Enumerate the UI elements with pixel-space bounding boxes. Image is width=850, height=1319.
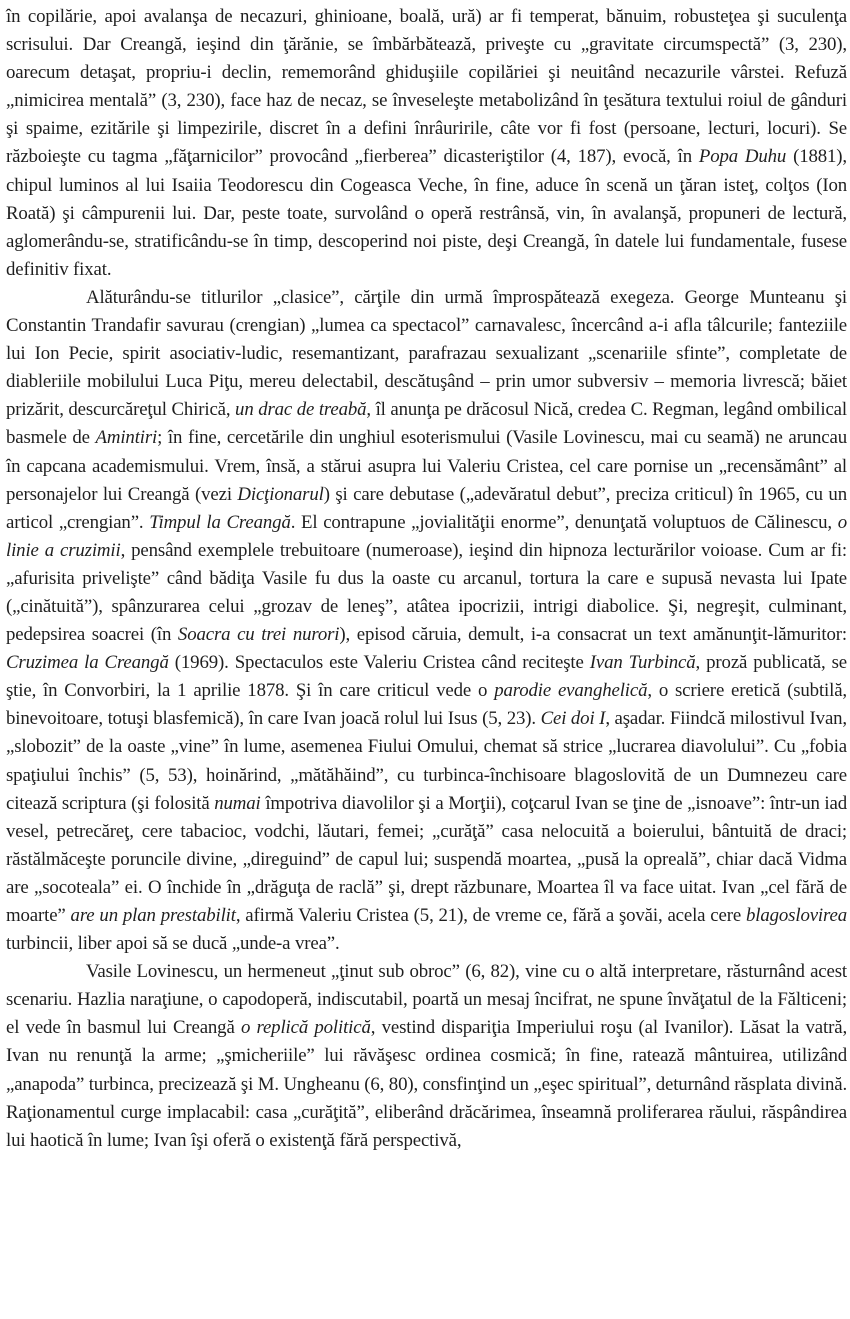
text-run: , afirmă Valeriu Cristea (5, 21), de vreme ce, fără a şovăi, acela cere bbox=[235, 905, 746, 926]
italic-text: blagoslovirea bbox=[746, 905, 847, 926]
text-run: ), episod căruia, demult, i-a consacrat un text amănunţit-lămuritor: bbox=[339, 624, 847, 646]
italic-text: un drac de treabă bbox=[235, 399, 367, 421]
text-run: ) şi care debutase („adevăratul debut”, preciza criticul) în 1965, cu un articol „crengian”. bbox=[6, 483, 847, 533]
text-run: , îl anunţa pe drăcosul Nică, credea C. Regman, legând ombilical basmele de bbox=[6, 399, 847, 449]
italic-text: Popa Duhu bbox=[698, 146, 787, 168]
paragraph bbox=[6, 284, 847, 958]
text-run: , vestind dispariţia Imperiului roşu (al Ivanilor). Lăsat la vatră, Ivan nu renunţă la arme; „şmicheriile” lui răvăşesc ordinea cosmică; în fine, ratează mântuirea, utilizând „anapoda” turbinca, precizează şi M. Ungheanu (6, 80), consfinţind un „eşec spiritual”, deturnând răsplata divină. Raţionamentul curge implacabil: casa „curăţită”, eliberând drăcărimea, înseamnă proliferarea răului, răspândirea lui haotică în lume; Ivan îşi oferă o existenţă fără perspectivă, bbox=[6, 1017, 848, 1151]
text-run: . El contrapune „jovialităţii enorme”, denunţată voluptuos de Călinescu, bbox=[290, 511, 838, 533]
text-run: , o scriere eretică (subtilă, binevoitoare, totuşi blasfemică), în care Ivan joacă rolul lui Isus (5, 23). bbox=[6, 680, 847, 730]
text-run: , aşadar. Fiindcă milostivul Ivan, „slobozit” de la oaste „vine” în lume, asemenea Fiului Omului, chemat să strice „lucrarea diavolului”. Cu „fobia spaţiului închis” (5, 53), hoinărind, „mătăhăind”, cu turbinca-închisoare blagoslovită de un Dumnezeu care citează scriptura (şi folosită bbox=[6, 708, 847, 814]
italic-text: Dicţionarul bbox=[237, 483, 324, 505]
text-run: (1881), chipul luminos al lui Isaiia Teodorescu din Cogeasca Veche, în fine, aduce în scenă un ţăran isteţ, colţos (Ion Roată) şi câmpurenii lui. Dar, peste toate, survolând o operă restrânsă, vin, în avalanşă, propuneri de lectură, aglomerându-se, stratificându-se în timp, descoperind noi piste, deşi Creangă, în datele lui fundamentale, fusese definitiv fixat. bbox=[6, 146, 847, 280]
italic-text: o linie a cruzimii bbox=[6, 511, 847, 561]
italic-text: numai bbox=[214, 792, 261, 814]
text-run: Vasile Lovinescu, un hermeneut „ţinut sub obroc” (6, 82), vine cu o altă interpretare, răsturnând acest scenariu. Hazlia naraţiune, o capodoperă, indiscutabil, poartă un mesaj încifrat, ne spune învăţatul de la Fălticeni; el vede în basmul lui Creangă bbox=[6, 961, 847, 1039]
italic-text: parodie evanghelică bbox=[494, 680, 648, 702]
paragraph bbox=[6, 958, 847, 1155]
text-run: Alăturându-se titlurilor „clasice”, cărţile din urmă împrospătează exegeza. George Munteanu şi Constantin Trandafir savurau (crengian) „lumea ca spectacol” carnavalesc, încercând a-i afla tâlcurile; fanteziile lui Ion Pecie, spirit asociativ-ludic, resemantizant, parafrazau sexualizant „scenariile sfinte”, completate de diableriile mobilului Luca Piţu, mereu delectabil, descătuşând – prin umor subversiv – memoria livrescă; băiet prizărit, descurcăreţul Chirică, bbox=[6, 286, 847, 421]
italic-text: are un plan prestabilit bbox=[70, 905, 236, 926]
text-run: turbincii, liber apoi să se ducă „unde-a vrea”. bbox=[6, 933, 340, 955]
italic-text: Cei doi I bbox=[540, 708, 606, 730]
italic-text: Soacra cu trei nurori bbox=[177, 624, 340, 646]
text-run: (1969). Spectaculos este Valeriu Cristea când reciteşte bbox=[168, 652, 590, 674]
paragraph bbox=[6, 3, 847, 284]
text-run: împotriva diavolilor şi a Morţii), coţcarul Ivan se ţine de „isnoave”: într-un iad vesel, petrecăreţ, cere tabacioc, vodchi, lăutari, femei; „curăţă” casa nelocuită a boierului, bântuită de draci; răstălmăceşte poruncile divine, „direguind” de capul lui; suspendă moartea, „pusă la opreală”, chiar dacă Vidma are „socoteala” ei. O închide în „drăguţa de raclă” şi, drept răzbunare, Moartea îl va face uitat. Ivan „cel fără de moarte” bbox=[6, 792, 847, 926]
italic-text: o replică politică bbox=[240, 1017, 371, 1039]
text-run: în copilărie, apoi avalanşa de necazuri, ghinioane, boală, ură) ar fi temperat, bănuim, robusteţea şi suculenţa scrisului. Dar Creangă, ieşind din ţărănie, se îmbărbătează, priveşte cu „gravitate circumspectă” (3, 230), oarecum detaşat, propriu-i declin, rememorând ghiduşiile copilăriei şi neuitând necazurile vârstei. Refuză „nimicirea mentală” (3, 230), face haz de necaz, se înveseleşte metabolizând în ţesătura textului roiul de gânduri şi spaime, ezitările şi limpezirile, discret în a defini înrâuririle, câte vor fi fost (persoane, lecturi, locuri). Se războieşte cu tagma „făţarnicilor” provocând „fierberea” dicasteriştilor (4, 187), evocă, în bbox=[6, 6, 847, 168]
text-run: , pensând exemplele trebuitoare (numeroase), ieşind din hipnoza lecturărilor voioase. Cum ar fi: „afurisita privelişte” când bădiţa Vasile fu dus la oaste cu arcanul, tortura la care e supusă nevasta lui Ipate („cinătuită”), spânzurarea celui „grozav de leneş”, atâtea ipocrizii, intrigi diabolice. Şi, negreşit, culminant, pedepsirea soacrei (în bbox=[6, 539, 848, 646]
italic-text: Amintiri bbox=[95, 427, 158, 449]
italic-text: Timpul la Creangă bbox=[149, 511, 291, 533]
text-run: , proză publicată, se ştie, în Convorbiri, la 1 aprilie 1878. Şi în care criticul vede o bbox=[6, 652, 847, 702]
text-run: ; în fine, cercetările din unghiul esoterismului (Vasile Lovinescu, mai cu seamă) ne aruncau în capcana academismului. Vrem, însă, a stărui asupra lui Valeriu Cristea, cel care pornise un „recensământ” al personajelor lui Creangă (vezi bbox=[6, 427, 847, 505]
italic-text: Ivan Turbincă bbox=[589, 652, 696, 674]
italic-text: Cruzimea la Creangă bbox=[6, 652, 169, 674]
